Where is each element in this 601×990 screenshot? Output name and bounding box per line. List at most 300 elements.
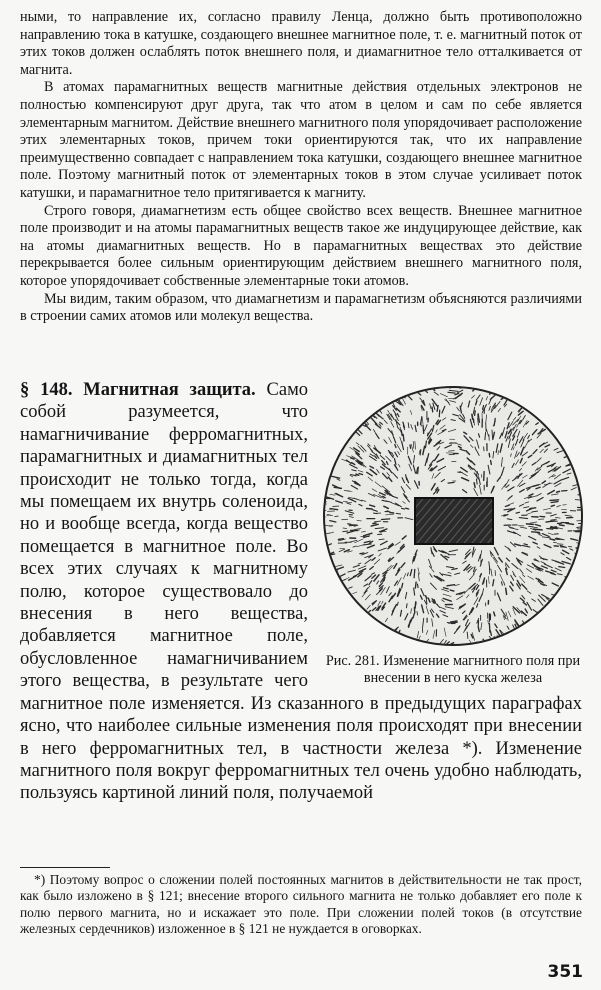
filing-mark	[568, 595, 571, 596]
filing-mark	[341, 425, 349, 429]
filing-mark	[424, 644, 427, 647]
filing-mark	[365, 642, 369, 645]
filing-mark	[467, 385, 472, 386]
filing-mark	[530, 645, 534, 647]
filing-mark	[334, 385, 341, 389]
section-148	[20, 379, 582, 805]
filing-mark	[556, 608, 563, 612]
filing-mark	[338, 437, 344, 442]
filing-mark	[558, 388, 564, 391]
filing-mark	[571, 633, 577, 637]
filing-mark	[364, 411, 368, 413]
filing-mark	[373, 389, 375, 391]
filing-mark	[328, 575, 331, 577]
filing-mark	[519, 631, 522, 634]
filing-mark	[357, 618, 362, 622]
filing-mark	[550, 634, 554, 637]
filing-mark	[580, 605, 583, 607]
filing-mark	[576, 385, 582, 388]
filing-mark	[504, 637, 507, 640]
filing-mark	[514, 644, 516, 647]
filing-mark	[326, 400, 334, 403]
filing-mark	[537, 619, 540, 621]
filing-mark	[523, 643, 527, 646]
filing-mark	[523, 633, 529, 638]
filing-mark	[337, 446, 342, 448]
top-text-block	[20, 9, 582, 326]
filing-mark	[370, 402, 375, 407]
filing-mark	[516, 630, 520, 633]
filing-mark	[348, 524, 351, 525]
filing-mark	[579, 561, 583, 563]
filing-mark	[382, 519, 390, 520]
filing-mark	[548, 412, 553, 416]
filing-mark	[336, 626, 341, 628]
filing-mark	[558, 607, 565, 610]
filing-mark	[341, 385, 347, 387]
filing-mark	[552, 611, 556, 615]
filing-mark	[528, 399, 534, 403]
filing-mark	[327, 419, 334, 422]
filing-mark	[552, 528, 557, 529]
filing-mark	[358, 621, 363, 626]
filing-mark	[327, 624, 333, 625]
filing-mark	[337, 579, 340, 581]
filing-mark	[477, 479, 478, 484]
filing-mark	[543, 411, 550, 414]
filing-mark	[559, 606, 564, 608]
filing-mark	[388, 631, 394, 636]
filing-mark	[322, 428, 327, 431]
filing-mark	[342, 600, 346, 604]
filing-mark	[493, 641, 496, 644]
filing-mark	[351, 625, 359, 629]
filing-mark	[532, 618, 538, 624]
filing-mark	[354, 621, 357, 624]
filing-mark	[332, 416, 336, 419]
filing-mark	[333, 429, 338, 433]
filing-mark	[525, 638, 529, 643]
filing-mark	[527, 390, 531, 393]
filing-mark	[394, 389, 397, 391]
filing-mark	[326, 460, 330, 461]
filing-mark	[326, 615, 329, 617]
filing-mark	[339, 611, 345, 614]
filing-mark	[564, 390, 571, 393]
filing-mark	[331, 628, 336, 631]
filing-mark	[577, 388, 584, 391]
filing-mark	[480, 645, 483, 647]
filing-mark	[553, 429, 557, 430]
filing-mark	[343, 408, 351, 410]
filing-mark	[365, 619, 371, 624]
filing-mark	[333, 604, 339, 609]
filing-mark	[406, 604, 407, 608]
filing-mark	[514, 637, 517, 642]
filing-mark	[555, 539, 559, 540]
filing-mark	[370, 641, 377, 644]
filing-mark	[558, 618, 563, 620]
filing-mark	[330, 390, 335, 391]
filing-mark	[349, 525, 357, 526]
filing-mark	[377, 393, 380, 395]
filing-mark	[336, 420, 343, 424]
filing-mark	[506, 635, 509, 639]
filing-mark	[364, 385, 367, 386]
filing-mark	[326, 385, 333, 389]
filing-mark	[450, 590, 454, 591]
filing-mark	[529, 622, 534, 628]
filing-mark	[324, 608, 331, 609]
filing-mark	[372, 405, 379, 409]
filing-mark	[581, 496, 584, 497]
filing-mark	[354, 389, 362, 391]
footnote-rule	[20, 867, 110, 868]
filing-mark	[323, 418, 329, 420]
filing-mark	[326, 423, 332, 426]
filing-mark	[332, 614, 338, 617]
filing-mark	[553, 391, 558, 394]
filing-mark	[365, 385, 372, 388]
filing-mark	[396, 513, 400, 514]
filing-mark	[580, 437, 584, 440]
filing-mark	[577, 447, 583, 449]
iron-field-lines-image	[322, 385, 584, 647]
filing-mark	[578, 565, 583, 566]
filing-mark	[527, 524, 534, 525]
filing-mark	[568, 408, 571, 410]
filing-mark	[354, 646, 358, 647]
filing-mark	[553, 639, 557, 642]
filing-mark	[475, 411, 476, 416]
filing-mark	[351, 389, 356, 392]
filing-mark	[503, 390, 506, 392]
filing-mark	[334, 615, 341, 618]
filing-mark	[575, 561, 579, 563]
filing-mark	[338, 539, 343, 540]
filing-mark	[344, 408, 350, 412]
filing-mark	[329, 424, 332, 425]
filing-mark	[558, 640, 561, 643]
filing-mark	[372, 628, 378, 633]
filing-mark	[577, 401, 584, 402]
filing-mark	[333, 612, 341, 615]
filing-mark	[578, 639, 582, 640]
filing-mark	[559, 525, 564, 526]
filing-mark	[341, 442, 344, 444]
filing-mark	[563, 609, 570, 614]
filing-mark	[324, 580, 327, 581]
filing-mark	[325, 595, 332, 597]
filing-mark	[572, 443, 577, 444]
filing-mark	[557, 491, 560, 492]
filing-mark	[340, 426, 345, 428]
filing-mark	[344, 385, 349, 386]
filing-mark	[342, 645, 350, 647]
filing-mark	[414, 642, 418, 646]
filing-mark	[485, 642, 488, 647]
filing-mark	[474, 483, 475, 488]
filing-mark	[562, 491, 568, 492]
filing-mark	[400, 385, 404, 387]
filing-mark	[575, 459, 578, 461]
filing-mark	[559, 385, 563, 386]
filing-mark	[491, 461, 492, 465]
filing-mark	[335, 437, 339, 438]
filing-mark	[520, 399, 523, 404]
filing-mark	[339, 600, 344, 602]
filing-mark	[572, 446, 578, 448]
filing-mark	[326, 469, 330, 470]
filing-mark	[406, 508, 409, 509]
filing-mark	[378, 390, 384, 394]
filing-mark	[418, 584, 419, 588]
filing-mark	[537, 397, 540, 399]
filing-mark	[341, 402, 346, 403]
filing-mark	[343, 617, 347, 620]
filing-mark	[550, 423, 555, 427]
filing-mark	[561, 430, 567, 433]
filing-mark	[333, 587, 341, 591]
filing-mark	[340, 413, 343, 414]
filing-mark	[323, 393, 330, 397]
filing-mark	[322, 613, 327, 617]
filing-mark	[508, 388, 511, 391]
filing-mark	[526, 404, 530, 406]
filing-mark	[326, 567, 331, 568]
filing-mark	[569, 591, 572, 593]
filing-mark	[576, 426, 584, 427]
filing-mark	[338, 624, 346, 627]
filing-mark	[468, 645, 470, 647]
filing-mark	[415, 582, 416, 588]
filing-mark	[327, 629, 334, 633]
filing-mark	[576, 635, 584, 640]
section-number: § 148.	[20, 380, 73, 400]
filing-mark	[506, 588, 507, 594]
filing-mark	[392, 387, 397, 391]
filing-mark	[569, 413, 577, 415]
filing-mark	[322, 598, 327, 600]
filing-mark	[569, 613, 576, 617]
filing-mark	[381, 391, 388, 396]
filing-mark	[551, 502, 558, 503]
iron-piece	[415, 498, 493, 544]
filing-mark	[557, 544, 563, 545]
filing-mark	[478, 628, 479, 632]
filing-mark	[403, 435, 404, 441]
filing-mark	[575, 500, 580, 501]
filing-mark	[561, 429, 568, 434]
filing-mark	[555, 625, 560, 627]
filing-mark	[331, 554, 335, 555]
filing-mark	[578, 386, 584, 389]
filing-mark	[422, 386, 425, 388]
filing-mark	[549, 638, 555, 640]
filing-mark	[348, 400, 352, 403]
filing-mark	[531, 390, 538, 396]
filing-mark	[516, 512, 519, 513]
filing-mark	[323, 428, 330, 432]
filing-mark	[342, 623, 346, 626]
filing-mark	[564, 638, 569, 639]
filing-mark	[330, 397, 337, 402]
filing-mark	[340, 625, 347, 630]
filing-mark	[323, 574, 326, 576]
filing-mark	[557, 596, 565, 599]
filing-mark	[537, 395, 541, 397]
filing-mark	[565, 638, 569, 640]
filing-mark	[565, 444, 569, 446]
filing-mark	[505, 642, 509, 645]
filing-mark	[341, 644, 349, 647]
filing-mark	[570, 450, 579, 452]
filing-mark	[564, 407, 572, 410]
filing-mark	[547, 407, 553, 412]
filing-mark	[360, 553, 364, 554]
filing-mark	[374, 639, 380, 644]
filing-mark	[560, 398, 567, 401]
filing-mark	[492, 430, 493, 438]
filing-mark	[419, 385, 422, 388]
filing-mark	[551, 505, 554, 506]
filing-mark	[575, 430, 582, 433]
filing-mark	[367, 509, 373, 510]
filing-mark	[338, 433, 345, 438]
filing-mark	[334, 396, 340, 399]
page-number: 351	[547, 962, 583, 982]
filing-mark	[579, 410, 584, 412]
figure-caption: Рис. 281. Изменение магнитного поля при внесении в него куска железа	[325, 653, 581, 686]
filing-mark	[577, 452, 583, 456]
filing-mark	[393, 385, 399, 387]
filing-mark	[343, 419, 350, 421]
filing-mark	[556, 411, 561, 415]
filing-mark	[414, 569, 415, 577]
filing-mark	[489, 454, 490, 457]
filing-mark	[372, 396, 375, 398]
filing-mark	[574, 422, 578, 423]
filing-mark	[379, 539, 384, 540]
filing-mark	[518, 643, 523, 646]
filing-mark	[542, 395, 549, 401]
filing-mark	[553, 406, 559, 409]
paragraph-conclusion: Мы видим, таким образом, что диамагнетизм и парамагнетизм объясняются различиями в строении самих атомов или молекул вещества.	[20, 290, 582, 325]
filing-mark	[420, 450, 421, 455]
filing-mark	[341, 393, 347, 397]
filing-mark	[324, 557, 328, 558]
filing-mark	[370, 401, 375, 404]
filing-mark	[543, 639, 549, 643]
filing-mark	[333, 437, 340, 442]
filing-mark	[448, 482, 454, 483]
filing-mark	[558, 428, 562, 431]
filing-mark	[337, 619, 343, 621]
filing-mark	[370, 633, 374, 637]
filing-mark	[550, 500, 559, 501]
filing-mark	[530, 508, 536, 509]
filing-mark	[448, 392, 455, 393]
filing-mark	[561, 600, 565, 603]
filing-mark	[352, 412, 359, 415]
filing-mark	[558, 419, 564, 421]
filing-mark	[551, 414, 557, 416]
filing-mark	[575, 398, 582, 402]
filing-mark	[515, 385, 520, 389]
paragraph-lenz-rule: ными, то направление их, согласно правилу Ленца, должно быть противоположно направлению тока в катушке, создающего внешнее магнитное поле, т. е. магнитный поток от этих токов должен ослаблять поток внешнего поля, и диамагнитное тело отталкивается от магнита.	[20, 9, 582, 78]
filing-mark	[342, 519, 348, 520]
filing-mark	[558, 420, 562, 422]
filing-mark	[561, 629, 567, 634]
filing-mark	[382, 391, 388, 396]
filing-mark	[572, 570, 580, 571]
filing-mark	[578, 613, 584, 616]
filing-mark	[557, 600, 561, 604]
filing-mark	[322, 635, 324, 636]
filing-mark	[449, 451, 455, 452]
filing-mark	[365, 628, 368, 629]
filing-mark	[524, 639, 527, 641]
filing-mark	[343, 531, 348, 532]
filing-mark	[579, 392, 584, 393]
filing-mark	[479, 385, 483, 386]
filing-mark	[322, 444, 325, 448]
filing-mark	[527, 388, 532, 390]
filing-mark	[578, 630, 583, 634]
filing-mark	[564, 590, 569, 591]
filing-mark	[410, 445, 411, 449]
section-text: Само собой разумеется, что намагничивание ферромагнитных, парамагнитных и диамагнитных тел происходит не только тогда, когда мы помещаем их внутрь соленоида, но и вообще всегда, когда вещество помещается в магнитное поле. Во всех этих случаях к магнитному полю, которое существовало до внесения в него вещества, добавляется магнитное поле, обусловленное намагничиванием этого вещества, в результате чего магнитное поле изменяется. Из сказанного в предыдущих параграфах ясно, что наиболее сильные изменения поля происходят при внесении в него ферромагнитных тел, в частности железа *). Изменение магнитного поля вокруг ферромагнитных тел очень удобно наблюдать, пользуясь картиной линий поля, получаемой	[20, 380, 582, 804]
filing-mark	[565, 639, 571, 640]
filing-mark	[543, 619, 549, 623]
filing-mark	[548, 609, 551, 611]
paragraph-paramagnetic-atoms: В атомах парамагнитных веществ магнитные действия отдельных электронов не полностью компенсируют друг друга, так что атом в целом и сам по себе является элементарным магнитом. Действие внешнего магнитного поля упорядочивает расположение этих элементарных токов, причем токи ориентируются так, что их направление преимущественно совпадает с направлением тока катушки, создающего внешнее магнитное поле. Поэтому магнитный поток от элементарных токов в этом случае усиливает поток катушки, и парамагнитное тело притягивается к магниту.	[20, 79, 582, 201]
filing-mark	[541, 616, 544, 618]
filing-mark	[368, 635, 374, 641]
filing-mark	[361, 411, 364, 413]
filing-mark	[485, 433, 486, 440]
filing-mark	[370, 630, 377, 634]
filing-mark	[347, 608, 353, 614]
filing-mark	[393, 395, 397, 400]
filing-mark	[495, 389, 500, 394]
filing-mark	[579, 481, 584, 482]
filing-mark	[325, 601, 332, 605]
filing-mark	[324, 442, 329, 444]
filing-mark	[543, 635, 550, 640]
filing-mark	[577, 411, 583, 413]
filing-mark	[375, 400, 379, 403]
filing-mark	[354, 414, 360, 419]
filing-mark	[574, 405, 581, 410]
section-title: Магнитная защита.	[83, 380, 256, 400]
filing-mark	[343, 528, 347, 529]
filing-mark	[419, 643, 424, 647]
filing-mark	[554, 406, 561, 409]
filing-mark	[423, 425, 424, 433]
filing-mark	[572, 608, 580, 609]
filing-mark	[582, 388, 584, 390]
filing-mark	[330, 573, 334, 575]
filing-mark	[553, 392, 560, 397]
filing-mark	[371, 631, 374, 633]
filing-mark	[520, 390, 525, 394]
filing-mark	[526, 644, 531, 647]
filing-mark	[570, 620, 574, 622]
filing-mark	[534, 618, 537, 622]
filing-mark	[388, 387, 393, 392]
filing-mark	[348, 622, 353, 626]
